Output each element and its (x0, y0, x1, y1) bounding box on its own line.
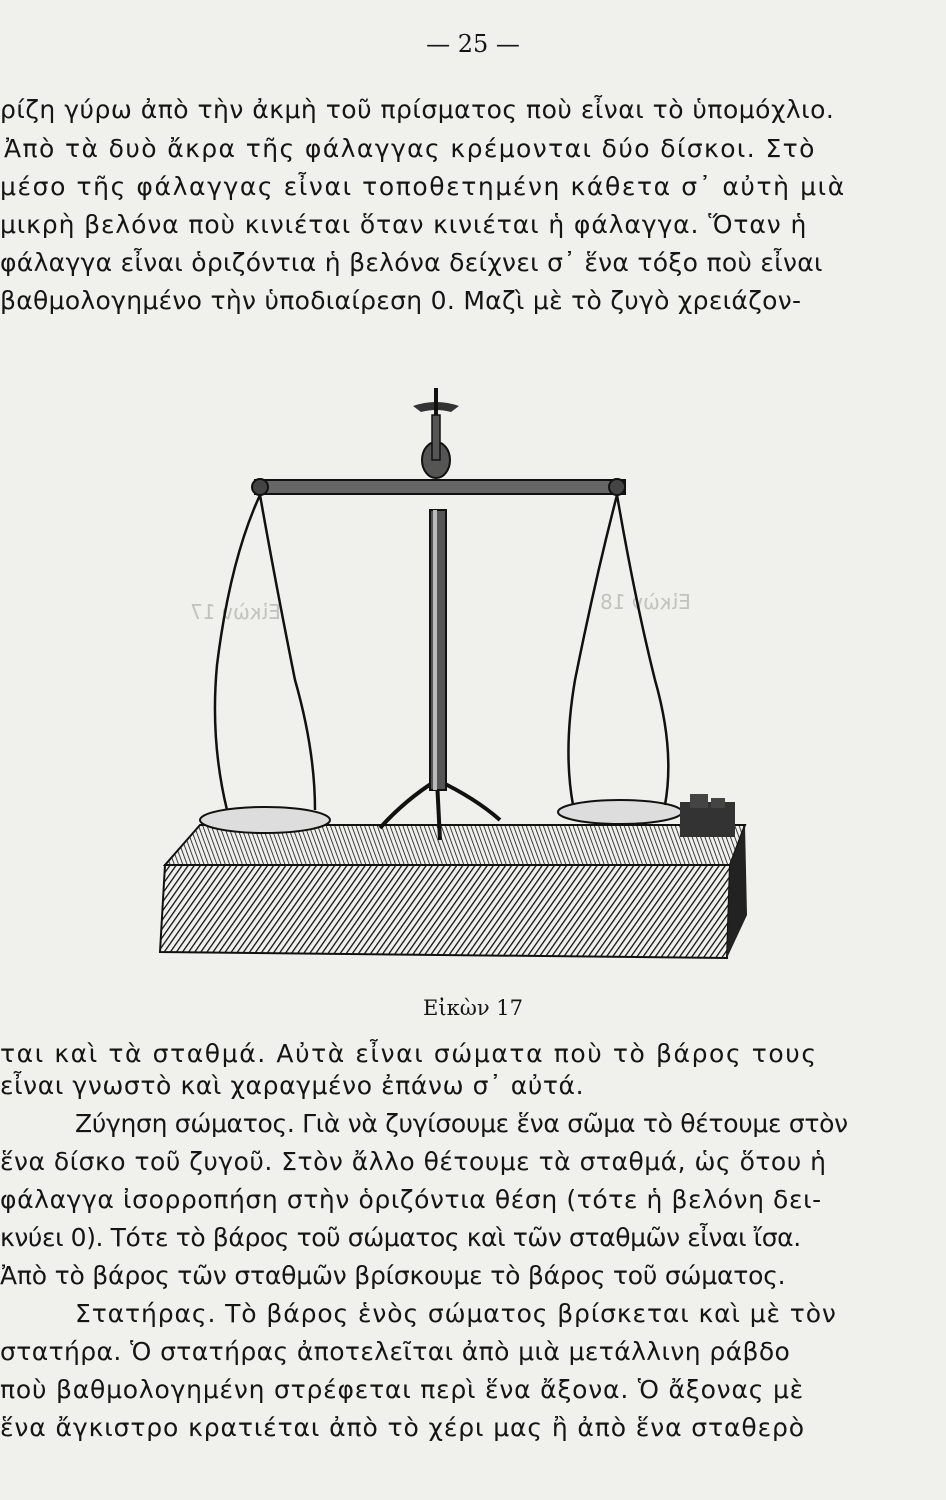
text-line: εἶναι γνωστὸ καὶ χαραγμένο ἐπάνω σ᾿ αὐτά. (0, 1071, 585, 1100)
text-line: κνύει 0). Τότε τὸ βάρος τοῦ σώματος καὶ τῶν σταθμῶν εἶναι ἴσα. (0, 1223, 801, 1252)
text-line: ρίζη γύρω ἀπὸ τὴν ἀκμὴ τοῦ πρίσματος ποὺ εἶναι τὸ ὑπομόχλιο. (0, 95, 835, 124)
text-line: Στατήρας. Τὸ βάρος ἑνὸς σώματος βρίσκεται καὶ μὲ τὸν (75, 1299, 837, 1328)
text-line: στατήρα. Ὁ στατήρας ἀποτελεῖται ἀπὸ μιὰ μετάλλινη ράβδο (0, 1337, 791, 1366)
bleed-through-caption: Εἰκὼν 17 (190, 600, 281, 624)
beam (255, 480, 625, 494)
right-pan (558, 800, 682, 824)
text-line: μικρὴ βελόνα ποὺ κινιέται ὅταν κινιέται ἡ φάλαγγα. Ὅταν ἡ (0, 210, 808, 239)
text-line: μέσο τῆς φάλαγγας εἶναι τοποθετημένη κάθετα σ᾿ αὐτὴ μιὰ (0, 172, 846, 201)
text-line: ἕνα δίσκο τοῦ ζυγοῦ. Στὸν ἄλλο θέτουμε τὰ σταθμά, ὡς ὅτου ἡ (0, 1147, 827, 1176)
text-line: βαθμολογημένο τὴν ὑποδιαίρεση 0. Μαζὶ μὲ τὸ ζυγὸ χρειάζον- (0, 286, 802, 315)
bleed-through-caption: Εἰκὼν 18 (600, 590, 691, 614)
left-pan (200, 807, 330, 833)
scale-base (160, 825, 747, 958)
weights (680, 794, 735, 837)
text-line: ται καὶ τὰ σταθμά. Αὐτὰ εἶναι σώματα ποὺ τὸ βάρος τους (0, 1039, 818, 1068)
text-line: Ἀπὸ τὰ δυὸ ἄκρα τῆς φάλαγγας κρέμονται δύο δίσκοι. Στὸ (4, 134, 816, 163)
balance-scale-drawing (155, 380, 795, 970)
text-line: φάλαγγα εἶναι ὁριζόντια ἡ βελόνα δείχνει σ᾿ ἕνα τόξο ποὺ εἶναι (0, 248, 823, 277)
figure-caption: Εἰκὼν 17 (423, 996, 523, 1020)
text-line: ποὺ βαθμολογημένη στρέφεται περὶ ἕνα ἄξονα. Ὁ ἄξονας μὲ (0, 1375, 804, 1404)
text-line: Ζύγηση σώματος. Γιὰ νὰ ζυγίσουμε ἕνα σῶμα τὸ θέτουμε στὸν (75, 1109, 848, 1138)
text-line: φάλαγγα ἰσορροπήση στὴν ὁριζόντια θέση (τότε ἡ βελόνη δει- (0, 1185, 822, 1214)
balance-scale-illustration (155, 380, 795, 970)
text-line: Ἀπὸ τὸ βάρος τῶν σταθμῶν βρίσκουμε τὸ βάρος τοῦ σώματος. (0, 1261, 786, 1290)
text-line: ἕνα ἄγκιστρο κρατιέται ἀπὸ τὸ χέρι μας ἢ ἀπὸ ἕνα σταθερὸ (0, 1413, 805, 1442)
page-number: — 25 — (426, 30, 520, 58)
pointer-top (413, 388, 459, 478)
center-column (430, 510, 446, 790)
